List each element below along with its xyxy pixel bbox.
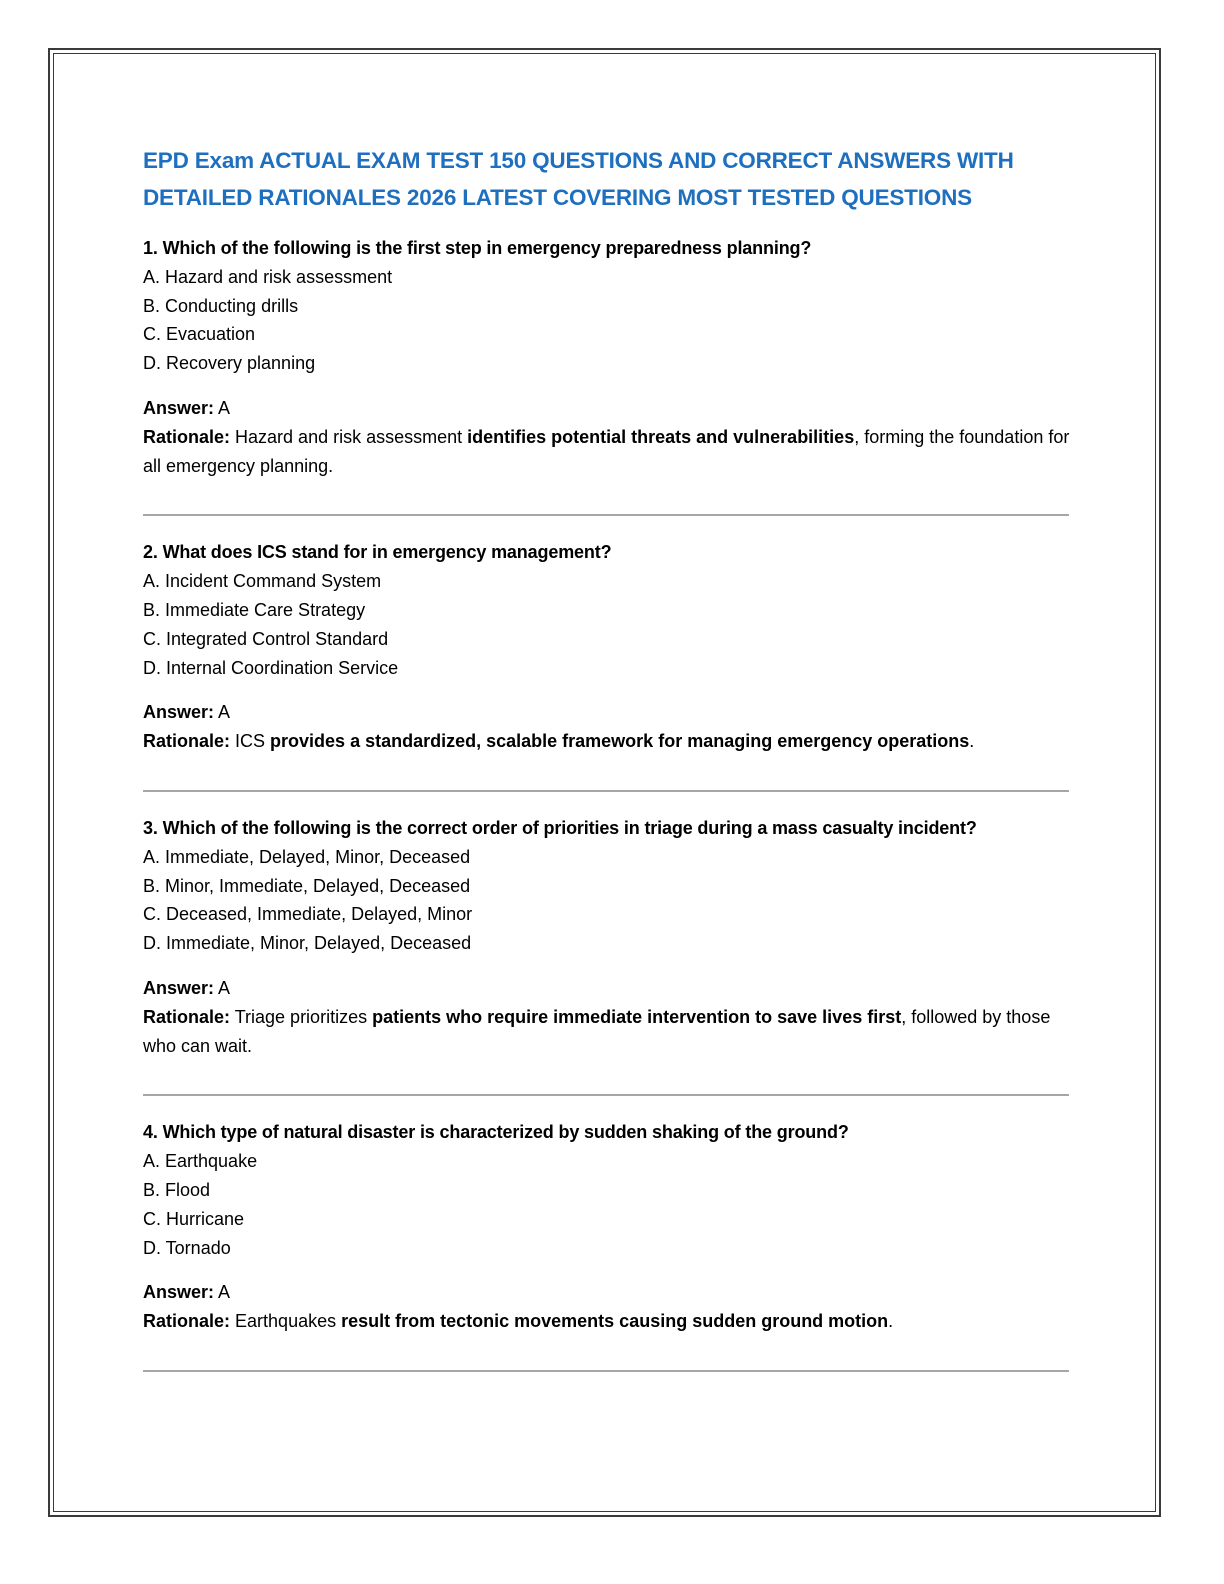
answer-block	[143, 1278, 1073, 1336]
option-a: A. Earthquake	[143, 1151, 258, 1172]
rationale-text-pre: Triage prioritizes	[234, 1006, 373, 1027]
option-d: D. Tornado	[143, 1237, 231, 1258]
rationale-text-bold: provides a standardized, scalable framework for managing emergency operations	[270, 731, 970, 752]
question-separator	[143, 1094, 1069, 1096]
option-a: A. Hazard and risk assessment	[143, 266, 393, 287]
rationale-line	[143, 1307, 1073, 1336]
rationale-text-post: .	[888, 1311, 894, 1332]
answer-label: Answer:	[143, 977, 215, 998]
answer-label: Answer:	[143, 397, 215, 418]
question-separator	[143, 514, 1069, 516]
option-c: C. Hurricane	[143, 1208, 245, 1229]
option-b: B. Immediate Care Strategy	[143, 599, 366, 620]
document-title	[143, 142, 1073, 216]
rationale-text-post: , forming the foundation for all emergency planning.	[143, 426, 1070, 476]
question-text: 3. Which of the following is the correct order of priorities in triage during a mass casualty incident?	[143, 817, 977, 838]
option-c: C. Evacuation	[143, 324, 256, 345]
rationale-label: Rationale:	[143, 1311, 231, 1332]
answer-value: A	[218, 977, 231, 998]
answer-line	[143, 394, 1073, 423]
option-b: B. Flood	[143, 1179, 211, 1200]
document-title-line-2: DETAILED RATIONALES 2026 LATEST COVERING MOST TESTED QUESTIONS	[143, 185, 972, 210]
rationale-text-post: , followed by those who can wait.	[143, 1006, 1051, 1056]
rationale-text-pre: Earthquakes	[235, 1311, 342, 1332]
option-a: A. Immediate, Delayed, Minor, Deceased	[143, 846, 471, 867]
answer-block	[143, 974, 1073, 1060]
rationale-line	[143, 727, 1073, 756]
answer-label: Answer:	[143, 702, 215, 723]
rationale-label: Rationale:	[143, 1006, 231, 1027]
answer-value: A	[218, 397, 231, 418]
rationale-line	[143, 1003, 1073, 1061]
question-text: 1. Which of the following is the first step in emergency preparedness planning?	[143, 238, 812, 258]
answer-line	[143, 1278, 1073, 1307]
option-c: C. Integrated Control Standard	[143, 628, 389, 649]
question-separator	[143, 1370, 1069, 1372]
option-b: B. Conducting drills	[143, 295, 299, 316]
rationale-label: Rationale:	[143, 731, 231, 752]
rationale-text-bold: result from tectonic movements causing sudden ground motion	[341, 1311, 889, 1332]
document-content	[143, 142, 1073, 1372]
rationale-text-bold: identifies potential threats and vulnerabilities	[467, 426, 855, 447]
rationale-label: Rationale:	[143, 426, 231, 447]
answer-line	[143, 974, 1073, 1003]
option-d: D. Internal Coordination Service	[143, 657, 399, 678]
question-3	[143, 814, 1073, 1096]
rationale-text-pre: ICS	[235, 731, 271, 752]
question-separator	[143, 790, 1069, 792]
question-text: 4. Which type of natural disaster is characterized by sudden shaking of the ground?	[143, 1122, 849, 1143]
document-title-line-1: EPD Exam ACTUAL EXAM TEST 150 QUESTIONS AND CORRECT ANSWERS WITH	[143, 148, 1014, 173]
question-text: 2. What does ICS stand for in emergency management?	[143, 542, 612, 563]
rationale-text-bold: patients who require immediate intervention to save lives first	[372, 1006, 902, 1027]
option-c: C. Deceased, Immediate, Delayed, Minor	[143, 904, 473, 925]
rationale-text-post: .	[969, 731, 975, 752]
rationale-line	[143, 423, 1073, 481]
option-d: D. Recovery planning	[143, 353, 316, 374]
rationale-text-pre: Hazard and risk assessment	[235, 426, 468, 447]
option-d: D. Immediate, Minor, Delayed, Deceased	[143, 933, 472, 954]
question-4	[143, 1118, 1073, 1372]
question-1	[143, 234, 1073, 516]
answer-line	[143, 698, 1073, 727]
answer-value: A	[218, 1282, 231, 1303]
answer-block	[143, 394, 1073, 480]
option-a: A. Incident Command System	[143, 571, 382, 592]
question-2	[143, 538, 1073, 792]
answer-label: Answer:	[143, 1282, 215, 1303]
option-b: B. Minor, Immediate, Delayed, Deceased	[143, 875, 471, 896]
answer-block	[143, 698, 1073, 756]
answer-value: A	[218, 702, 231, 723]
